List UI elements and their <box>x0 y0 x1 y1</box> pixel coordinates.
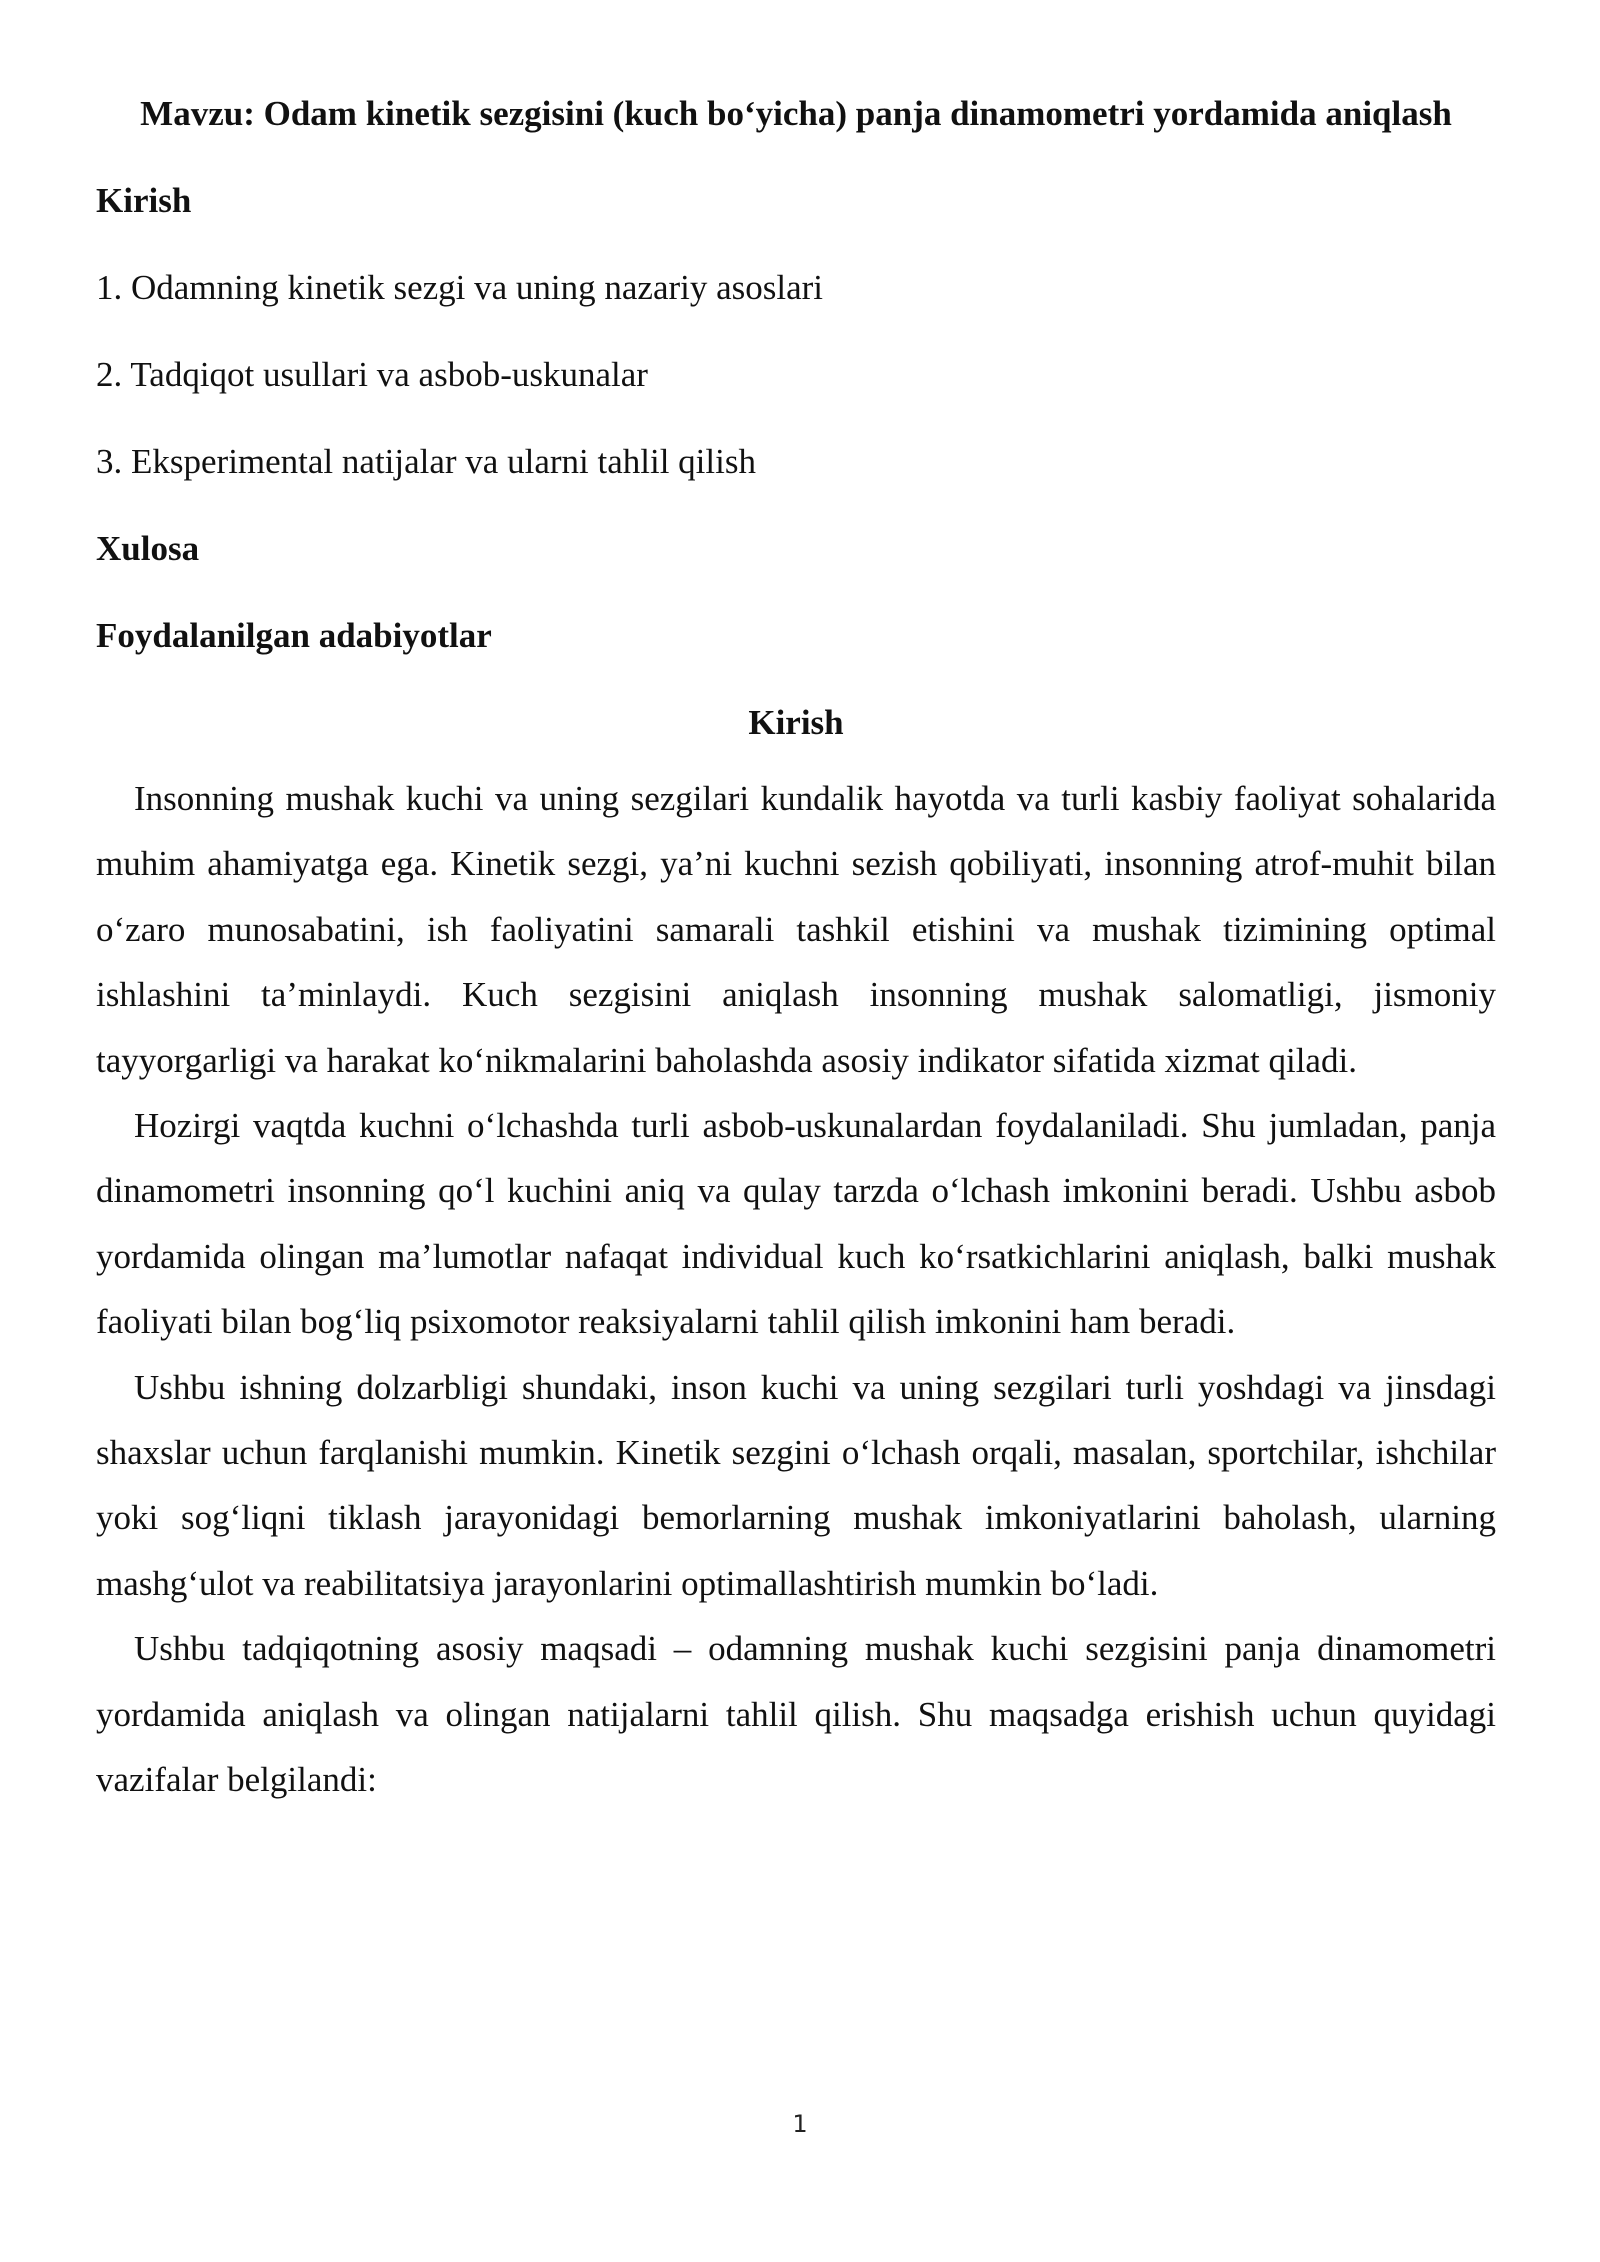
toc-item: 1. Odamning kinetik sezgi va uning nazariy asoslari <box>96 268 824 307</box>
toc-references: Foydalanilgan adabiyotlar <box>96 616 492 655</box>
table-of-contents <box>96 157 1496 679</box>
document-title: Mavzu: Odam kinetik sezgisini (kuch bo‘yicha) panja dinamometri yordamida aniqlash <box>140 94 1452 133</box>
toc-item: 3. Eksperimental natijalar va ularni tahlil qilish <box>96 442 756 481</box>
body-paragraph: Ushbu tadqiqotning asosiy maqsadi – odamning mushak kuchi sezgisini panja dinamometri yordamida aniqlash va olingan natijalarni tahlil qilish. Shu maqsadga erishish uchun quyidagi vazifalar belgilandi: <box>96 1629 1496 1800</box>
page-content <box>96 70 1496 1813</box>
toc-intro: Kirish <box>96 181 192 220</box>
toc-item: 2. Tadqiqot usullari va asbob-uskunalar <box>96 355 648 394</box>
page-number: 1 <box>792 2110 808 2138</box>
toc-conclusion: Xulosa <box>96 529 200 568</box>
section-body <box>96 766 1496 1813</box>
body-paragraph: Hozirgi vaqtda kuchni o‘lchashda turli asbob-uskunalardan foydalaniladi. Shu jumladan, panja dinamometri insonning qo‘l kuchini aniq va qulay tarzda o‘lchash imkonini beradi. Ushbu asbob yordamida olingan ma’lumotlar nafaqat individual kuch ko‘rsatkichlarini aniqlash, balki mushak faoliyati bilan bog‘liq psixomotor reaksiyalarni tahlil qilish imkonini ham beradi. <box>96 1106 1496 1342</box>
section-heading: Kirish <box>748 703 844 742</box>
body-paragraph: Ushbu ishning dolzarbligi shundaki, inson kuchi va uning sezgilari turli yoshdagi va jinsdagi shaxslar uchun farqlanishi mumkin. Kinetik sezgini o‘lchash orqali, masalan, sportchilar, ishchilar yoki sog‘liqni tiklash jarayonidagi bemorlarning mushak imkoniyatlarini baholash, ularning mashg‘ulot va reabilitatsiya jarayonlarini optimallashtirish mumkin bo‘ladi. <box>96 1367 1496 1603</box>
body-paragraph: Insonning mushak kuchi va uning sezgilari kundalik hayotda va turli kasbiy faoliyat sohalarida muhim ahamiyatga ega. Kinetik sezgi, ya’ni kuchni sezish qobiliyati, insonning atrof-muhit bilan o‘zaro munosabatini, ish faoliyatini samarali tashkil etishini va mushak tizimining optimal ishlashini ta’minlaydi. Kuch sezgisini aniqlash insonning mushak salomatligi, jismoniy tayyorgarligi va harakat ko‘nikmalarini baholashda asosiy indikator sifatida xizmat qiladi. <box>96 779 1496 1080</box>
